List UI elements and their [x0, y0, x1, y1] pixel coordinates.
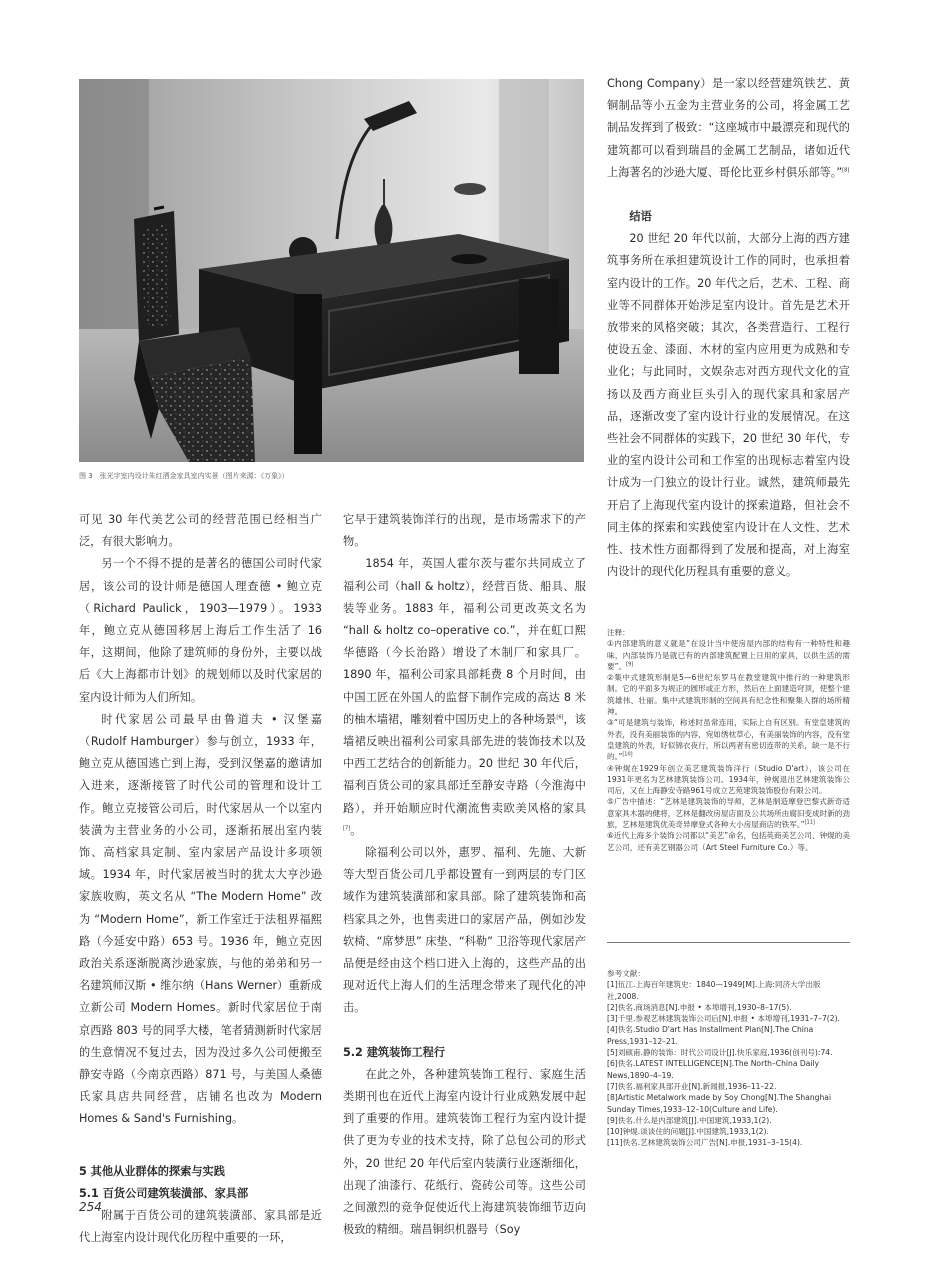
note-text: ③“可是建筑与装饰，称述时虽常连用，实际上自有区别。有堂皇建筑的外表，没有美丽装饰的内容，宛如绣枕草心，有美丽装饰的内容，没有堂皇建筑的外表，好似锦衣夜行，所以两者有密切连带的关系，缺一是不行的。” — [607, 718, 850, 762]
paragraph: 在此之外，各种建筑装饰工程行、家庭生活类期刊也在近代上海室内设计行业成熟发展中起到了重要的作用。建筑装饰工程行为室内设计提供了更为专业的技术支持，除了总包公司的形式外，20 世纪 20 年代后室内装潢行业逐渐细化，出现了油漆行、花纸行、瓷砖公司等。这些公司之间激烈的竞争促使近代上海建筑装饰细节迈向极致的精细。瑞昌铜织机器号（Soy — [343, 1067, 586, 1237]
paragraph-text: 1854 年，英国人霍尔茨与霍尔共同成立了福利公司（hall & holtz），经营百货、船具、服装等业务。1883 年，福利公司更改英文名为 “hall & holtz co–operative co.”，并在虹口熙华德路（今长治路）增设了木制厂和家具厂。1890 年，福利公司家具部耗费 8 个月时间，由中国工匠在外国人的监督下制作完成的高达 8 米的柚木墙裙，雕刻着中国历史上的各种场景 — [343, 557, 586, 726]
citation-marker: [9] — [626, 661, 634, 668]
note-text: ⑥近代上海多个装饰公司都以“美艺”命名，包括英商美艺公司、钟熀的美艺公司，还有美艺钢器公司（Art Steel Furniture Co.）等。 — [607, 831, 850, 852]
note-item — [607, 830, 850, 853]
note-item — [607, 763, 850, 797]
reference-item: [3]千里.参观艺林建筑装饰公司后[N].申报 • 本埠增刊,1931–7–7(2). — [607, 1014, 840, 1024]
paragraph-text: ，该墙裙反映出福利公司家具部先进的装饰技术以及中西工艺结合的创新能力。20 世纪 30 年代后，福利百货公司的家具部迁至静安寺路（今淮海中路），并开始顺应时代潮流售卖欧美风格的家具 — [343, 712, 586, 815]
references-title: 参考文献： — [607, 969, 645, 978]
paragraph: 附属于百货公司的建筑装潢部、家具部是近代上海室内设计现代化历程中重要的一环， — [79, 1209, 322, 1245]
citation-marker: [6] — [556, 714, 564, 721]
furniture-photo-image — [79, 79, 584, 462]
reference-item: [8]Artistic Metalwork made by Soy Chong[N].The Shanghai Sunday Times,1933–12–10(Culture and Life). — [607, 1093, 832, 1114]
note-text: ④钟熀在1929年创立美艺建筑装饰洋行（Studio D'art），该公司在1931年更名为艺林建筑装饰公司。1934年，钟熀退出艺林建筑装饰公司后，又在上海静安寺路961号成立艺苑建筑装饰股份有限公司。 — [607, 763, 850, 796]
references-block — [607, 968, 850, 1149]
paragraph: 它早于建筑装饰洋行的出现，是市场需求下的产物。 — [343, 513, 586, 549]
paragraph: 时代家居公司最早由鲁道夫 • 汉堡嘉（Rudolf Hamburger）参与创立，1933 年，鲍立克从德国逃亡到上海，受到汉堡嘉的邀请加入进来，逐渐接管了时代公司的管理和设计工作。鲍立克接管公司后，时代家居从一个以室内装潢为主营业务的小公司，逐渐拓展出室内装饰、高档家具定制、室内家居产品设计多项领域。1934 年，时代家居被当时的犹太大亨沙逊家族收购，英文名从 “The Modern Home” 改为 “Modern Home”，新工作室迁于法租界福熙路（今延安中路）653 号。1936 年，鲍立克因政治关系逐渐脱离沙逊家族，与他的弟弟和另一名建筑师汉斯 • 维尔纳（Hans Werner）重新成立新公司 Modern Homes。新时代家居位于南京西路 803 号的同孚大楼，笔者猜测新时代家居的生意情况不复过去，因为没过多久公司便搬至静安寺路（今南京西路）871 号，与美国人桑德氏家具店共同经营，店铺名也改为 Modern Homes & Sand's Furnishing。 — [79, 712, 322, 1126]
reference-item: [4]佚名.Studio D'art Has Installment Plan[N].The China Press,1931–12–21. — [607, 1025, 814, 1046]
reference-item: [10]钟熀.谈谈住的问题[J].中国建筑,1933,1(2). — [607, 1127, 769, 1137]
paragraph-text: 。 — [350, 823, 362, 837]
page-number: 254 — [79, 1200, 102, 1214]
citation-marker: [10] — [622, 751, 633, 758]
paragraph — [607, 73, 850, 184]
text-column-2 — [343, 509, 586, 1242]
reference-item: [6]佚名.LATEST INTELLIGENCE[N].The North–China Daily News,1890–4–19. — [607, 1059, 820, 1080]
notes-block — [607, 627, 850, 853]
note-text: ⑤广告中描述：“艺林是建筑装饰的导师，艺林是制造摩登巴黎式新奇适意家具木器的健将，艺林是翻改房屋店面及公共场所由腐旧变成时新的劲旅，艺林是建筑优美奇异摩登式各种大小房屋商店的铁军。” — [607, 797, 850, 830]
note-text: ①内部建筑的意义就是“在设计当中使房屋内部的结构有一种特性和趣味，内部装饰乃是就已有的内部建筑配置上日用的家具，以供生活的需要”。 — [607, 639, 850, 671]
paragraph-text: Chong Company）是一家以经营建筑铁艺、黄铜制品等小五金为主营业务的公司，将金属工艺制品发挥到了极致：“这座城市中最漂亮和现代的建筑都可以看到瑞昌的金属工艺制品，诸如近代上海著名的沙逊大厦、哥伦比亚乡村俱乐部等。” — [607, 77, 850, 179]
notes-title: 注释： — [607, 628, 630, 637]
note-text: ②集中式建筑形制是5—6世纪东罗马在教堂建筑中推行的一种建筑形制。它的平面多为规正的圆形或正方形，然后在上面建造穹顶，使整个建筑雄伟、壮丽。集中式建筑形制的空间具有纪念性和聚集人群的场所精神。 — [607, 673, 850, 717]
paragraph: 20 世纪 20 年代以前，大部分上海的西方建筑事务所在承担建筑设计工作的同时，也承担着室内设计的工作。20 年代之后，艺术、工程、商业等不同群体开始涉足室内设计。首先是艺术开放带来的风格突破；其次，各类营造行、工程行使设五金、漆面、木材的室内应用更为成熟和专业化；与此同时，文娱杂志对西方现代文化的宣扬以及西方商业巨头引入的现代家具和家居产品，逐渐改变了室内设计行业的发展情况。在这些社会不同群体的实践下，20 世纪 30 年代，专业的室内设计公司和工作室的出现标志着室内设计成为一门独立的设计行业。诚然，建筑师最先开启了上海现代室内设计的探索道路，但社会不同主体的探索和实践使室内设计在人文性、艺术性、技术性方面都得到了发展和提高，对上海室内设计的现代化历程具有重要的意义。 — [607, 232, 850, 579]
note-item — [607, 638, 850, 672]
reference-item: [5]刘硕甫.静的装饰：时代公司设计[J].快乐家庭,1936(创刊号):74. — [607, 1048, 833, 1058]
section-divider — [607, 942, 850, 943]
citation-marker: [7] — [343, 825, 351, 832]
text-column-1 — [79, 509, 322, 1250]
reference-item: [9]佚名.什么是内部建筑[J].中国建筑,1933,1(2). — [607, 1115, 772, 1125]
paragraph: 另一个不得不提的是著名的德国公司时代家居，该公司的设计师是德国人理查德 • 鲍立克（Richard Paulick，1903—1979）。1933 年，鲍立克从德国移居上海后工作生活了 16 年，这期间，他除了建筑师的身份外，主要以战后《大上海都市计划》的规划师以及时代家居的室内设计师为人们所知。 — [79, 557, 322, 704]
subsection-heading: 5.2 建筑装饰工程行 — [343, 1045, 446, 1059]
figure-photo — [79, 79, 584, 462]
citation-marker: [11] — [804, 819, 815, 826]
reference-item: [7]佚名.福利家具部开业[N].新闻报,1936–11–22. — [607, 1081, 777, 1091]
note-item — [607, 717, 850, 762]
section-heading: 5 其他从业群体的探索与实践 — [79, 1164, 225, 1178]
text-column-3 — [607, 73, 850, 583]
figure-caption: 图 3 张光宇室内设计朱红洒金家具室内实景（图片来源：《万象》） — [79, 472, 289, 480]
citation-marker: [8] — [842, 167, 850, 174]
paragraph: 可见 30 年代美艺公司的经营范围已经相当广泛，有很大影响力。 — [79, 513, 322, 549]
paragraph: 除福利公司以外，惠罗、福利、先施、大新等大型百货公司几乎都设置有一到两层的专门区域作为建筑装潢部和家具部。除了建筑装饰和高档家具之外，也售卖进口的家居产品，例如沙发软椅、“席梦思” 床垫、“科勒” 卫浴等现代家居产品便是经由这个档口进入上海的，这些产品的出现对近代上海人们的生活理念带来了现代化的冲击。 — [343, 846, 586, 1015]
reference-item: [1]伍江.上海百年建筑史：1840—1949[M].上海:同济大学出版社,2008. — [607, 980, 821, 1001]
reference-item: [2]佚名.商场消息[N].申报 • 本埠增刊,1930–8–17(5). — [607, 1002, 792, 1012]
note-item — [607, 796, 850, 830]
subsection-heading: 5.1 百货公司建筑装潢部、家具部 — [79, 1186, 249, 1200]
paragraph — [343, 553, 586, 842]
section-heading: 结语 — [629, 210, 652, 224]
note-item — [607, 672, 850, 717]
reference-item: [11]佚名.艺林建筑装饰公司广告[N].申报,1931–3–15(4). — [607, 1138, 803, 1148]
